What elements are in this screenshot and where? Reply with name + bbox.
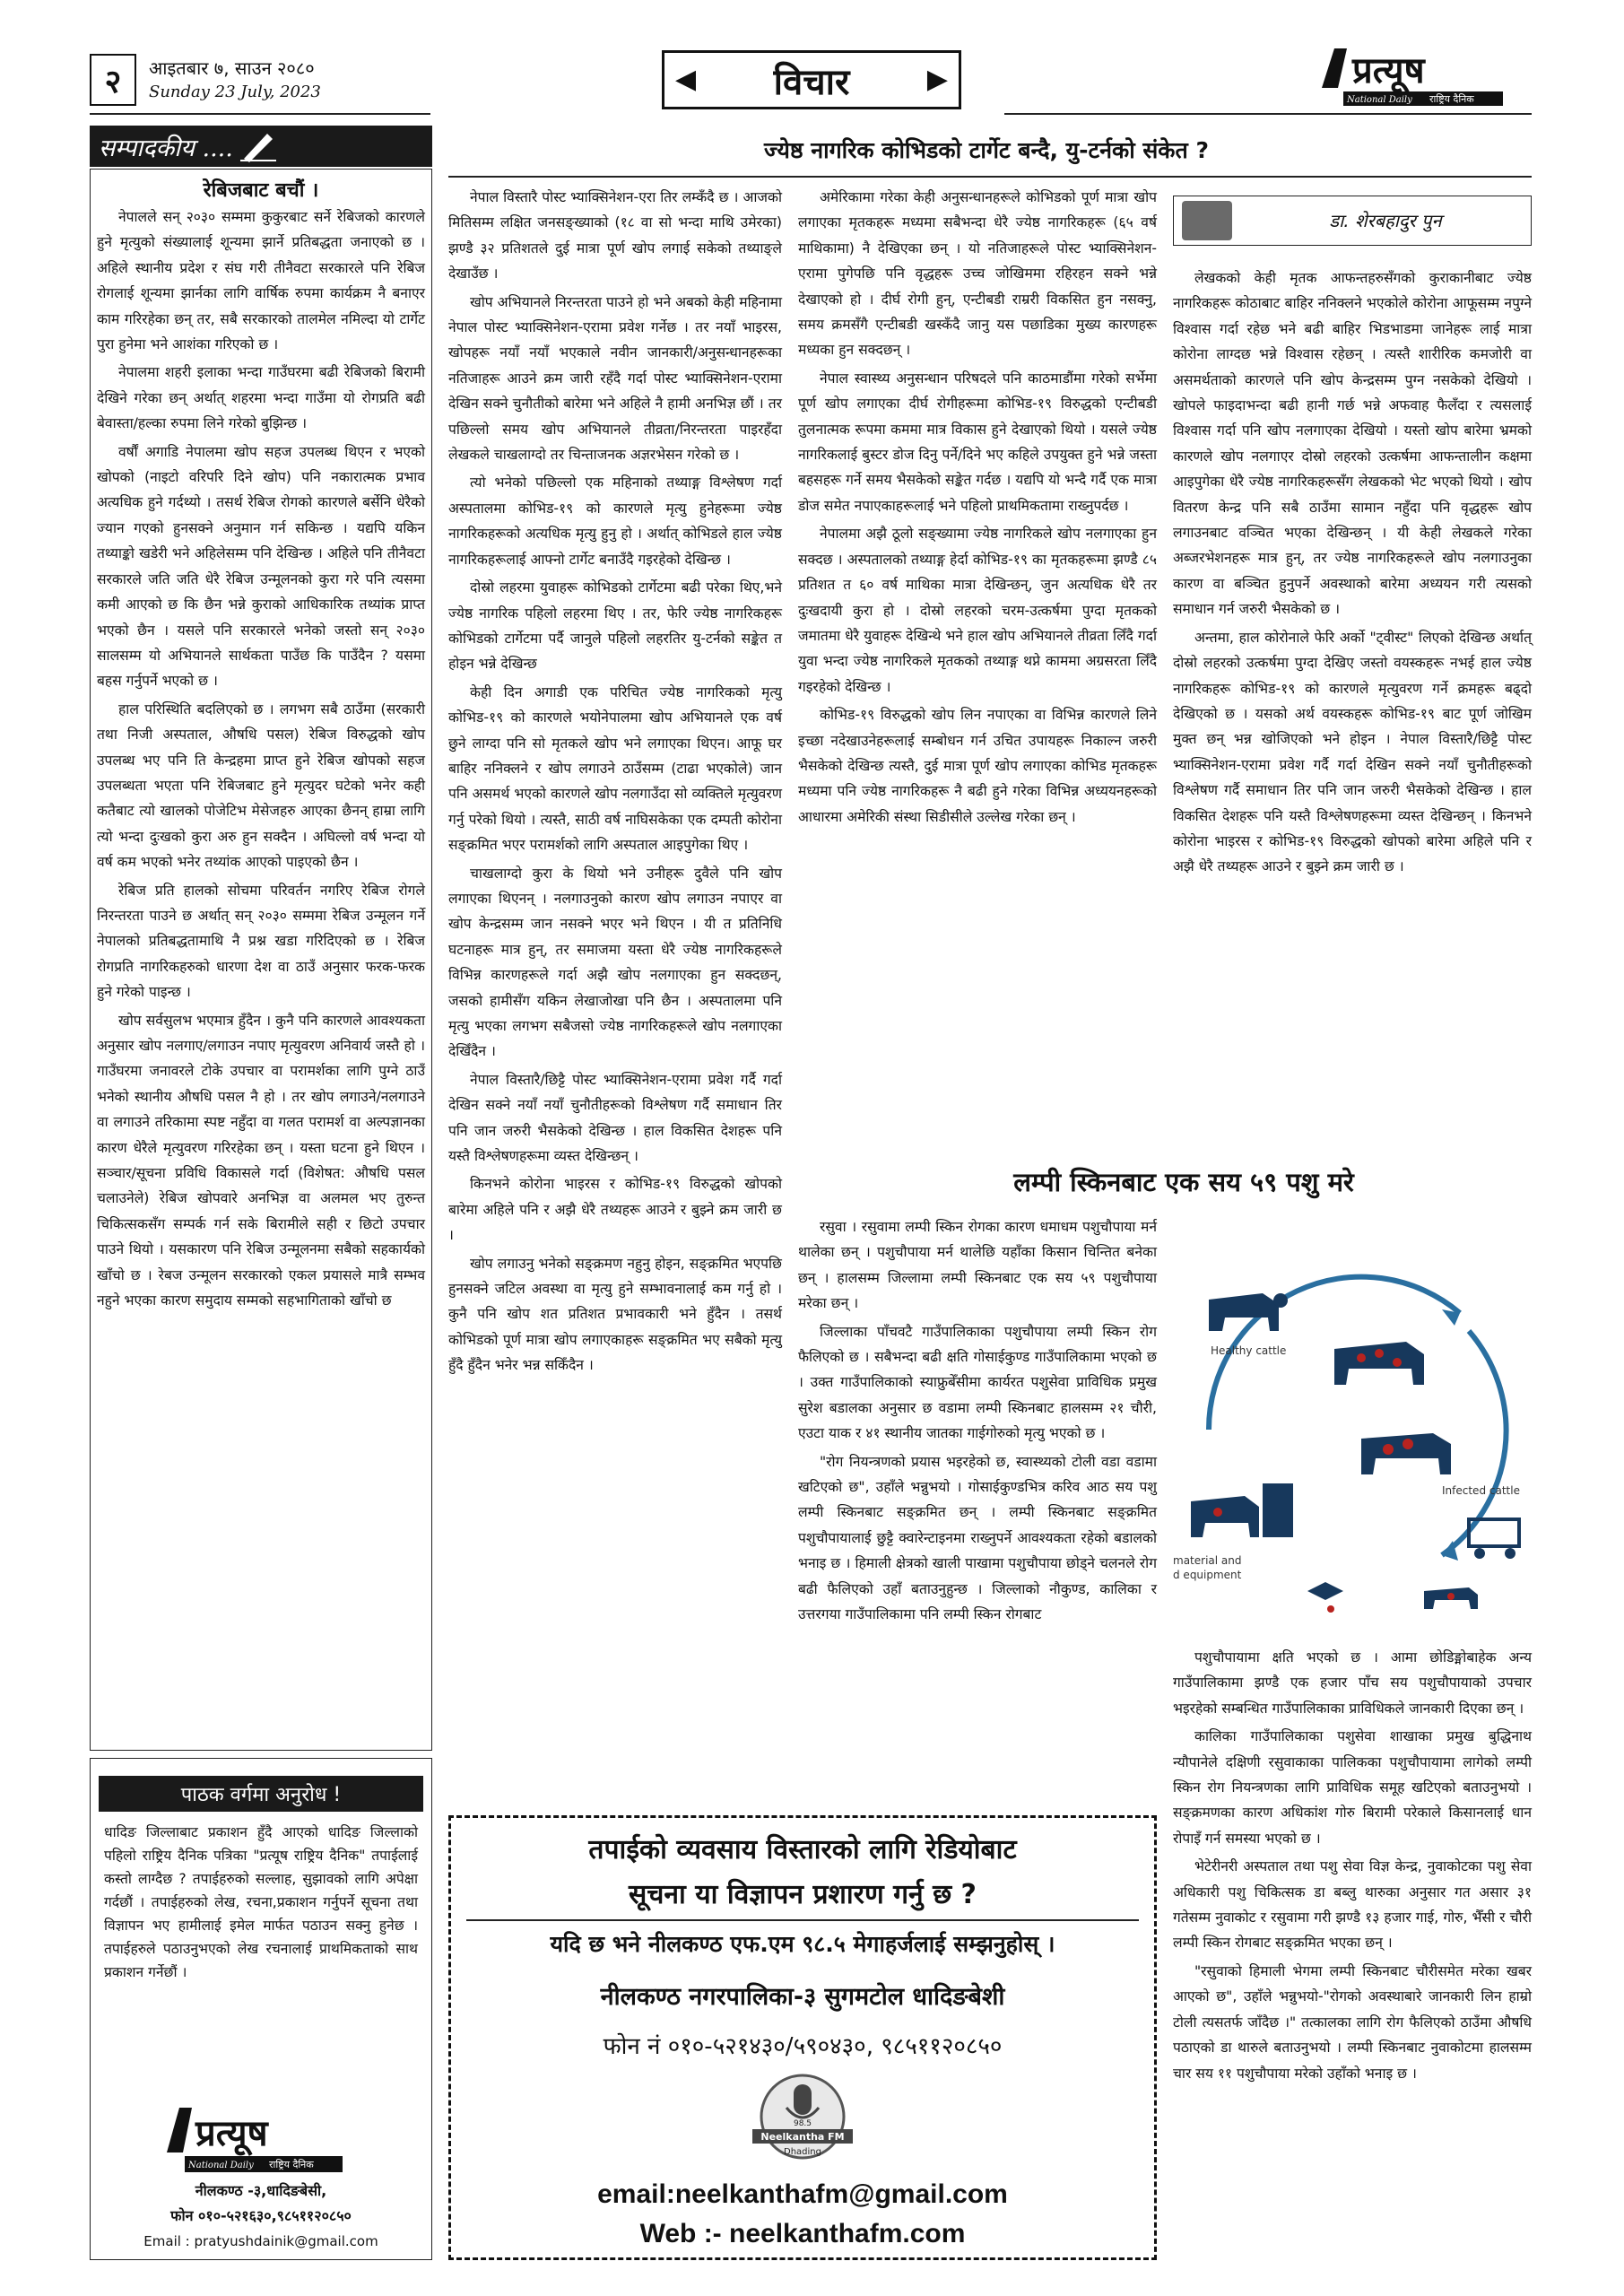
reader-request-text: धादिङ जिल्लाबाट प्रकाशन हुँदै आएको धादिङ जिल्लाको पहिलो राष्ट्रिय दैनिक पत्रिका "प्रत्यूष राष्ट्रिय दैनिक" तपाईलाई कस्तो लाग्दैछ ? तपाईहरुको सल्लाह, सुझावको लागि अपेक्षा गर्दछौं । तपाईहरुको लेख, रचना,प्रकाशन गर्नुपर्ने सूचना तथा विज्ञापन भए हामीलाई इमेल मार्फत पठाउन सक्नु हुनेछ । तपाईहरुले पठाउनुभएको लेख रचनालाई प्राथमिकताको साथ प्रकाशन गर्नेछौं ।: [104, 1824, 418, 1980]
label-healthy: Healthy cattle: [1211, 1344, 1287, 1357]
paragraph: किनभने कोरोना भाइरस र कोभिड-१९ विरुद्धको खोपको बारेमा अहिले पनि र अझै धेरै तथ्यहरू आउने र बुझ्ने क्रम जारी छ ।: [448, 1176, 782, 1244]
paragraph: रसुवा । रसुवामा लम्पी स्किन रोगका कारण धमाधम पशुचौपाया मर्न थालेका छन् । पशुचौपाया मर्न थालेछि यहाँका किसान चिन्तित बनेका छन् । हालसम्म जिल्लामा लम्पी स्किनबाट एक सय ५९ पशुचौपाया मरेका छन् ।: [798, 1219, 1157, 1312]
author-photo: [1182, 201, 1232, 240]
story2-column-right: [1173, 1645, 1532, 2089]
newspaper-logo-small: [161, 2100, 344, 2176]
arrow-left-icon: ◀: [675, 64, 697, 95]
radio-logo: [740, 2072, 865, 2170]
story2-column-left: [798, 1214, 1157, 1631]
paragraph: नेपालमा अझै ठूलो सङ्ख्यामा ज्येष्ठ नागरिकले खोप नलगाएका हुन सक्दछ । अस्पतालको तथ्याङ्ग हेर्दा कोभिड-१९ का मृतकहरूमा झण्डै ८५ प्रतिशत त ६० वर्ष माथिका मात्रा देखिन्छन्, जुन अत्यधिक धेरै तर दुःखदायी कुरा हो । दोस्रो लहरको चरम-उत्कर्षमा पुग्दा मृतकको जमातमा धेरै युवाहरू देखिन्थे भने हाल खोप अभियानले तीव्रता लिँदै गर्दा युवा भन्दा ज्येष्ठ नागरिकले मृतकको तथ्याङ्ग थप्ने काममा अग्रसरता लिँदै गइरहेको देखिन्छ ।: [798, 526, 1157, 695]
paragraph: नेपालमा शहरी इलाका भन्दा गाउँघरमा बढी रेबिजको बिरामी देखिने गरेका छन् अर्थात् शहरमा भन्दा गाउँमा यो रोगप्रति बढी बेवास्ता/हल्का रुपमा लिने गरेको बुझिन्छ ।: [97, 364, 425, 432]
header-rule-right: [1004, 113, 1532, 115]
ad-line-3: यदि छ भने नीलकण्ठ एफ.एम ९८.५ मेगाहर्जलाई सम्झनुहोस् ।: [550, 1931, 1055, 1957]
article-column-1: [448, 185, 782, 1381]
label-infected: Infected cattle: [1442, 1484, 1520, 1497]
reader-request-heading: पाठक वर्गमा अनुरोध !: [99, 1776, 423, 1812]
article-headline: ज्येष्ठ नागरिक कोभिडको टार्गेट बन्दै, यु-टर्नको संकेत ?: [764, 137, 1209, 163]
logo-name: Neelkantha FM: [760, 2131, 845, 2143]
label-material: material and: [1173, 1554, 1242, 1567]
paragraph: लेखकको केही मृतक आफन्तहरुसँगको कुराकानीबाट ज्येष्ठ नागरिकहरू कोठाबाट बाहिर ननिक्लने भएकोले कोरोना आफूसम्म नपुग्ने विश्वास गर्दा रहेछ भने बढी बाहिर भिडभाडमा जानेहरू लाई मात्रा कोरोना लाग्दछ भन्ने विश्वास रहेछन् । त्यस्तै शारीरिक कमजोरी वा असमर्थताको कारणले पनि खोप केन्द्रसम्म पुग्न नसकेको देखियो । खोपले फाइदाभन्दा बढी हानी गर्छ भन्ने अफवाह फैलँदा र त्यसलाई विश्वास गर्दा पनि खोप नलगाएका देखियो । यस्तो खोप बारेमा भ्रमको कारणले खोप नलगाएर दोस्रो लहरको उत्कर्षमा आफन्तालीन कक्षमा आइपुगेका धेरै ज्येष्ठ नागरिकहरूसँग लेखकको भेट भएको थियो । खोप वितरण केन्द्र पनि सबै ठाउँमा सामान नहुँदा पनि वृद्धहरू खोप लगाउनबाट वञ्चित भएका देखिन्छन् । यी केही लेखकले गरेका अब्जरभेशनहरू मात्र हुन्, तर ज्येष्ठ नागरिकहरूले खोप नलगाउनुका कारण वा बञ्चित हुनुपर्ने अवस्थाको बारेमा अध्ययन गरी त्यसको समाधान गर्न जरुरी भैसकेको छ ।: [1173, 270, 1532, 618]
section-title: विचार: [773, 61, 850, 103]
date-nepali: आइतबार ७, साउन २०८०: [149, 57, 315, 79]
paragraph: अन्तमा, हाल कोरोनाले फेरि अर्को "ट्वीस्ट" लिएको देखिन्छ अर्थात् दोस्रो लहरको उत्कर्षमा पुग्दा देखिए जस्तो वयस्कहरू नभई हाल ज्येष्ठ नागरिकहरू कोभिड-१९ को कारणले मृत्युवरण गर्ने क्रमहरू बढ्दो देखिएको छ । यसको अर्थ वयस्कहरू कोभिड-१९ बाट पूर्ण जोखिम मुक्त छन् भन्न खोजिएको भने होइन । नेपाल विस्तारै/छिट्टै पोस्ट भ्याक्सिनेशन-एरामा प्रवेश गर्दै गर्दा देखिन सक्ने नयाँ चुनौतीहरूको विश्लेषण गर्दै समाधान तिर पनि जान जरुरी भैसकेको देखिन्छ । हाल विकसित देशहरू पनि यस्तै विश्लेषणहरूमा व्यस्त देखिन्छन् । किनभने कोरोना भाइरस र कोभिड-१९ विरुद्धको खोपको बारेमा अहिले पनि र अझै धेरै तथ्यहरू आउने र बुझ्ने क्रम जारी छ ।: [1173, 629, 1532, 875]
paragraph: त्यो भनेको पछिल्लो एक महिनाको तथ्याङ्ग विश्लेषण गर्दा अस्पतालमा कोभिड-१९ को कारणले मृत्यु हुनेहरूमा ज्येष्ठ नागरिकहरूको अत्यधिक मृत्यु हुनु हो । अर्थात् कोभिडले हाल ज्येष्ठ नागरिकहरूलाई आफ्नो टार्गेट बनाउँदै गइरहेको देखिन्छ ।: [448, 474, 782, 568]
address-email: Email : pratyushdainik@gmail.com: [143, 2233, 378, 2249]
ad-line-1: तपाईको व्यवसाय विस्तारको लागि रेडियोबाट: [588, 1834, 1017, 1866]
paragraph: "रोग नियन्त्रणको प्रयास भइरहेको छ, स्वास्थ्यको टोली वडा वडामा खटिएको छ", उहाँले भन्नुभयो । गोसाईकुण्डभित्र करिव आठ सय पशु लम्पी स्किनबाट सङ्क्रमित छन् । लम्पी स्किनबाट सङ्क्रमित पशुचौपायालाई छुट्टै क्वारेन्टाइनमा राख्नुपर्ने आवश्यकता रहेको बडालको भनाइ छ । हिमाली क्षेत्रको खाली पाखामा पशुचौपाया छोड्ने चलनले रोग बढी फैलिएको उहाँ बताउनुहुन्छ । जिल्लाको नौकुण्ड, कालिका र उत्तरगया गाउँपालिकामा पनि लम्पी स्किन रोगबाट: [798, 1453, 1157, 1623]
logo-sub-right: राष्ट्रिय दैनिक: [269, 2159, 314, 2170]
logo-sub: Dhading: [784, 2147, 821, 2157]
paragraph: नेपाल स्वास्थ्य अनुसन्धान परिषदले पनि काठमाडौंमा गरेको सर्भेमा पूर्ण खोप लगाएका दीर्घ रोगीहरूमा कोभिड-१९ विरुद्धको एन्टीबडी तुलनात्मक रूपमा कममा मात्र विकास हुने देखाएको थियो । यसले ज्येष्ठ नागरिकलाई बुस्टर डोज दिनु पर्ने/दिने भए कहिले उपयुक्त हुने भन्ने जस्ता बहसहरू गर्ने समय भैसकेको सङ्केत गर्दछ । यद्यपि यो भन्दै गर्दै एक मात्रा डोज समेत नपाएकाहरूलाई भने पहिलो प्राथमिकतामा राख्नुपर्दछ ।: [798, 370, 1157, 514]
author-name: डा. शेरबहादुर पुन: [1329, 210, 1442, 231]
logo-text: प्रत्यूष: [1352, 50, 1425, 91]
editorial-banner-label: सम्पादकीय ....: [99, 134, 233, 162]
page-number: २: [90, 54, 136, 106]
paragraph: केही दिन अगाडी एक परिचित ज्येष्ठ नागरिकको मृत्यु कोभिड-१९ को कारणले भयोनेपालमा खोप अभियानले एक वर्ष छुने लाग्दा पनि सो मृतकले खोप भने लगाएका थिएन। आफू घर बाहिर ननिक्लने र खोप लगाउने ठाउँसम्म (टाढा भएकोले) जान पनि असमर्थ भएको कारणले खोप नलगाउँदा सो व्यक्तिले मृत्युवरण गर्नु परेको थियो । त्यस्तै, साठी वर्ष नाघिसकेका एक दम्पती कोरोना सङ्क्रमित भएर परामर्शको लागि अस्पताल आइपुगेका थिए ।: [448, 683, 782, 854]
headline-rule: [448, 176, 1532, 178]
paragraph: दोस्रो लहरमा युवाहरू कोभिडको टार्गेटमा बढी परेका थिए,भने ज्येष्ठ नागरिक पहिलो लहरमा थिए । तर, फेरि ज्येष्ठ नागरिकहरू कोभिडको टार्गेटमा पर्दै जानुले पहिलो लहरतिर यु-टर्नको सङ्केत त होइन भन्ने देखिन्छ: [448, 579, 782, 673]
logo-text: प्रत्यूष: [195, 2113, 268, 2154]
paragraph: रेबिज प्रति हालको सोचमा परिवर्तन नगरिए रेबिज रोगले निरन्तरता पाउने छ अर्थात् सन् २०३० सम्ममा रेबिज उन्मूलन गर्ने नेपालको प्रतिबद्धतामाथि नै प्रश्न खडा गरिदिएको छ । रेबिज रोगप्रति नागरिकहरुको धारणा देश वा ठाउँ अनुसार फरक-फरक हुने गरेको पाइन्छ ।: [97, 882, 425, 1001]
paragraph: चाखलाग्दो कुरा के थियो भने उनीहरू दुवैले पनि खोप लगाएका थिएनन् । नलगाउनुको कारण खोप लगाउन नपाएर वा खोप केन्द्रसम्म जान नसक्ने भएर भने थिएन । यी त प्रतिनिधि घटनाहरू मात्र हुन्, तर समाजमा यस्ता धेरै ज्येष्ठ नागरिकहरूले विभिन्न कारणहरूले गर्दा अझै खोप नलगाएका हुन सक्दछन्, जसको हामीसँग यकिन लेखाजोखा पनि छैन । अस्पतालमा पनि मृत्यु भएका लगभग सबैजसो ज्येष्ठ नागरिकहरूले खोप नलगाएका देखिँदैन ।: [448, 865, 782, 1060]
paragraph: जिल्लाका पाँचवटै गाउँपालिकाका पशुचौपाया लम्पी स्किन रोग फैलिएको छ । सबैभन्दा बढी क्षति गोसाईकुण्ड गाउँपालिकामा भएको छ । उक्त गाउँपालिकाको स्याफ्रुबेँसीमा कार्यरत पशुसेवा प्राविधिक प्रमुख सुरेश बडालका अनुसार छ वडामा लम्पी स्किनबाट हालसम्म २१ चौरी, एउटा याक र ४१ स्थानीय जातका गाईगोरुको मृत्यु भएको छ ।: [798, 1323, 1157, 1442]
paragraph: नेपालले सन् २०३० सम्ममा कुकुरबाट सर्ने रेबिजको कारणले हुने मृत्युको संख्यालाई शून्यमा झार्ने प्रतिबद्धता जनाएको छ । अहिले स्थानीय प्रदेश र संघ गरी तीनैवटा सरकारले पनि रेबिज रोगलाई शून्यमा झार्नका लागि वार्षिक रुपमा कार्यक्रम नै बनाएर काम गरिरहेका छन् तर, सबै सरकारको तालमेल नमिल्दा यो टार्गेट पुरा हुनेमा भने आशंका गरिएको छ ।: [97, 209, 425, 353]
pen-icon: [240, 130, 276, 162]
paragraph: खोप लगाउनु भनेको सङ्क्रमण नहुनु होइन, सङ्क्रमित भएपछि हुनसक्ने जटिल अवस्था वा मृत्यु हुने सम्भावनालाई कम गर्नु हो । कुनै पनि खोप शत प्रतिशत प्रभावकारी भने हुँदैन । तसर्थ कोभिडको पूर्ण मात्रा खोप लगाएकाहरू सङ्क्रमित भए सबैको मृत्यु हुँदै हुँदैन भनेर भन्न सकिँदैन ।: [448, 1255, 782, 1374]
address-phone: फोन ०१०-५२१६३०,९८५११२०८५०: [170, 2207, 352, 2224]
paragraph: अमेरिकामा गरेका केही अनुसन्धानहरूले कोभिडको पूर्ण मात्रा खोप लगाएका मृतकहरू मध्यमा सबैभन्दा धेरै ज्येष्ठ नागरिकहरू (६५ वर्ष माथिकामा) नै देखिएका छन् । यो नतिजाहरूले पोस्ट भ्याक्सिनेशन-एरामा पुगेपछि पनि वृद्धहरू उच्च जोखिममा रहिरहन सक्ने भन्ने देखाएको हो । दीर्घ रोगी हुन्, एन्टीबडी राम्ररी विकसित हुन नसक्नु, समय क्रमसँगै एन्टीबडी खस्कँदै जानु यस पछाडिका मुख्य कारणहरू मध्यका हुन सक्दछन् ।: [798, 189, 1157, 359]
label-equipment: d equipment: [1173, 1569, 1242, 1581]
editorial-banner: [90, 126, 432, 167]
editorial-body: [97, 204, 425, 1316]
editorial-title: रेबिजबाट बचौं ।: [203, 179, 319, 202]
ad-email: email:neelkanthafm@gmail.com: [597, 2179, 1008, 2209]
paragraph: नेपाल विस्तारै/छिट्टै पोस्ट भ्याक्सिनेशन-एरामा प्रवेश गर्दै गर्दा देखिन सक्ने नयाँ नयाँ चुनौतीहरूको विश्लेषण गर्दै समाधान तिर पनि जान जरुरी भैसकेको देखिन्छ । हाल विकसित देशहरू पनि यस्तै विश्लेषणहरूमा व्यस्त देखिन्छन् ।: [448, 1071, 782, 1165]
microphone-icon: [794, 2084, 812, 2115]
ad-line-4: नीलकण्ठ नगरपालिका-३ सुगमटोल धादिङबेशी: [600, 1983, 1005, 2011]
lumpy-skin-diagram: [1173, 1214, 1532, 1636]
paragraph: खोप अभियानले निरन्तरता पाउने हो भने अबको केही महिनामा नेपाल पोस्ट भ्याक्सिनेशन-एरामा प्रवेश गर्नेछ । तर नयाँ भाइरस, खोपहरू नयाँ नयाँ भएकाले नवीन जानकारी/अनुसन्धानहरूका नतिजाहरू आउने क्रम जारी रहँदै गर्दा पोस्ट भ्याक्सिनेशन-एरामा देखिन सक्ने चुनौतीको बारेमा भने अहिले नै हामी अनभिज्ञ छौं । तर पछिल्लो समय खोप अभियानले तीव्रता/निरन्तरता पाइरहँदा लेखकले चाखलाग्दो तर चिन्ताजनक अज्ञरभेसन गरेको छ ।: [448, 293, 782, 464]
ad-line-2: सूचना या विज्ञापन प्रशारण गर्नु छ ?: [629, 1879, 977, 1910]
ad-website: Web :- neelkanthafm.com: [639, 2219, 966, 2248]
logo-sub-left: National Daily: [1347, 95, 1412, 105]
paragraph: कालिका गाउँपालिकाका पशुसेवा शाखाका प्रमुख बुद्धिनाथ न्यौपानेले दक्षिणी रसुवाकाका पालिकका पशुचौपायामा लागेको लम्पी स्किन रोग नियन्त्रणका लागि प्राविधिक समूह खटिएको बताउनुभयो । सङ्क्रमणका कारण अधिकांश गोरु बिरामी परेकाले किसानलाई धान रोपाइँ गर्न समस्या भएको छ ।: [1173, 1728, 1532, 1847]
paragraph: हाल परिस्थिति बदलिएको छ । लगभग सबै ठाउँमा (सरकारी तथा निजी अस्पताल, औषधि पसल) रेबिज विरुद्धको खोप उपलब्ध भए पनि ति केन्द्रहमा प्राप्त हुने रेबिज खोपको सहज उपलब्धता भएता पनि रेबिजबाट हुने मृत्युदर घटेको भनेर कही कतैबाट त्यो खालको पोजेटिभ मेसेजहरु आएका छैनन् हाम्रा लागि त्यो भन्दा दुःखको कुरा अरु हुन सक्दैन । अघिल्लो वर्ष भन्दा यो वर्ष कम भएको भनेर तथ्यांक आएको पाइएको छैन ।: [97, 700, 425, 871]
article-column-2: [798, 185, 1157, 832]
paragraph: भेटेरीनरी अस्पताल तथा पशु सेवा विज्ञ केन्द्र, नुवाकोटका पशु सेवा अधिकारी पशु चिकित्सक डा बब्लु थारुका अनुसार गत असार ३१ गतेसम्म नुवाकोट र रसुवामा गरी झण्डै १३ हजार गाई, गोरु, भैँसी र चौरी लम्पी स्किन रोगबाट सङ्क्रमित भएका छन् ।: [1173, 1858, 1532, 1952]
story2-headline: लम्पी स्किनबाट एक सय ५९ पशु मरे: [1013, 1167, 1354, 1197]
address-line-1: नीलकण्ठ -३,धादिङबेसी,: [195, 2182, 327, 2199]
date-english: Sunday 23 July, 2023: [149, 83, 321, 101]
paragraph: पशुचौपायामा क्षति भएको छ । आमा छोडिङ्मोबाहेक अन्य गाउँपालिकामा झण्डै एक हजार पाँच सय पशुचौपायाको उपचार भइरहेको सम्बन्धित गाउँपालिकाका प्राविधिकले जानकारी दिएका छन् ।: [1173, 1649, 1532, 1717]
newspaper-logo: [1316, 43, 1507, 108]
paragraph: "रसुवाको हिमाली भेगमा लम्पी स्किनबाट चौरीसमेत मरेका खबर आएको छ", उहाँले भन्नुभयो-"रोगको अवस्थाबारे जानकारी लिन हाम्रो टोली त्यसतर्फ जाँदैछ ।" तत्कालका लागि रोग फैलिएको ठाउँमा औषधि पठाएको डा थारुले बताउनुभयो । लम्पी स्किनबाट नुवाकोटमा हालसम्म चार सय ११ पशुचौपाया मरेको उहाँको भनाइ छ ।: [1173, 1962, 1532, 2082]
logo-sub-right: राष्ट्रिय दैनिक: [1429, 93, 1474, 105]
paragraph: कोभिड-१९ विरुद्धको खोप लिन नपाएका वा विभिन्न कारणले लिने इच्छा नदेखाउनेहरूलाई सम्बोधन गर्न उचित उपायहरू निकाल्न जरुरी भैसकेको देखिन्छ त्यस्तै, दुई मात्रा पूर्ण खोप लगाएका कोभिड मृतकहरू मध्यमा पनि ज्येष्ठ नागरिकहरू नै बढी हुने गरेका विभिन्न अध्ययनहरूको आधारमा अमेरिकी संस्था सिडीसीले उल्लेख गरेका छन् ।: [798, 707, 1157, 825]
section-title-box: [662, 50, 961, 109]
paragraph: नेपाल विस्तारै पोस्ट भ्याक्सिनेशन-एरा तिर लम्कँदै छ । आजको मितिसम्म लक्षित जनसङ्ख्याको (१८ वा सो भन्दा माथि उमेरका) झण्डै ३२ प्रतिशतले दुई मात्रा पूर्ण खोप लगाई सकेको तथ्याङ्ले देखाउँछ ।: [448, 189, 782, 283]
logo-freq: 98.5: [793, 2119, 812, 2128]
paragraph: खोप सर्वसुलभ भएमात्र हुँदैन । कुनै पनि कारणले आवश्यकता अनुसार खोप नलगाए/लगाउन नपाए मृत्युवरण अनिवार्य जस्तै हो । गाउँघरमा जनावरले टोके उपचार वा परामर्शका लागि पुग्ने ठाउँ भनेको स्थानीय औषधि पसल नै हो । तर खोप लगाउने/नलगाउने वा लगाउने तरिकामा स्पष्ट नहुँदा वा गलत परामर्श वा अल्पज्ञानका कारण धेरैले मृत्युवरण गरिरहेका छन् । यस्ता घटना हुने थिएन । सञ्चार/सूचना प्रविधि विकासले गर्दा (विशेषत: औषधि पसल चलाउनेले) रेबिज खोपवारे अनभिज्ञ वा अलमल भए तुरुन्त चिकित्सकसँग सम्पर्क गर्न सके बिरामीले सही र छिटो उपचार पाउने थियो । यसकारण पनि रेबिज उन्मूलनमा सबैको सहकार्यको खाँचो छ । रेबज उन्मूलन सरकारको एकल प्रयासले मात्रै सम्भव नहुने भएका कारण समुदाय सम्मको सहभागिताको खाँचो छ: [97, 1012, 425, 1309]
paragraph: वर्षौं अगाडि नेपालमा खोप सहज उपलब्ध थिएन र भएको खोपको (नाइटो वरिपरि दिने खोप) पनि नकारात्मक प्रभाव अत्यधिक हुने गर्दथ्यो । तसर्थ रेबिज रोगको कारणले बर्सेनि धेरैको ज्यान गएको हुनसक्ने अनुमान गर्न सकिन्छ । यद्यपि यकिन तथ्याङ्को खडेरी भने अहिलेसम्म पनि देखिन्छ । अहिले पनि तीनैवटा सरकारले जति जति धेरै रेबिज उन्मूलनको कुरा गरे पनि त्यसमा कमी आएको छ कि छैन भन्ने कुराको आधिकारिक तथ्यांक प्राप्त भएको छैन । यसले पनि सरकारले भनेको जस्तो सन् २०३० सालसम्म यो अभियानले सार्थकता पाउँछ कि पाउँदैन ? यसमा बहस गर्नुपर्ने भएको छ ।: [97, 443, 425, 690]
ad-line-5: फोन नं ०१०-५२१४३०/५९०४३०, ९८५११२०८५०: [603, 2033, 1003, 2060]
header-rule-left: [90, 113, 430, 115]
logo-sub-left: National Daily: [188, 2161, 254, 2170]
ad-divider: [466, 1919, 1139, 1921]
article-column-3: [1173, 265, 1532, 883]
arrow-right-icon: ▶: [926, 64, 948, 95]
